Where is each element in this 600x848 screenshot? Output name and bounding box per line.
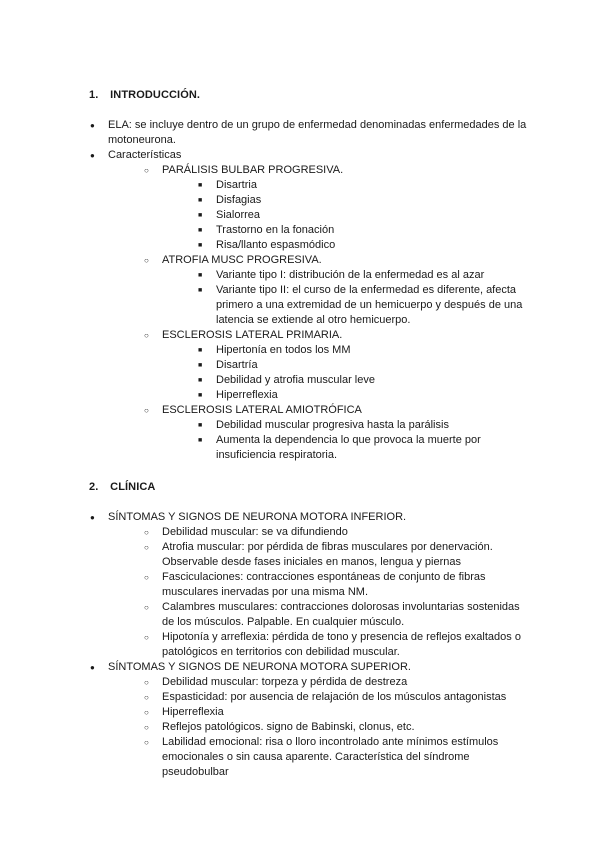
list-item — [90, 660, 530, 780]
symptom-item: ■ Variante tipo II: el curso de la enfermedad es diferente, afecta primero a una extremidad de un hemicuerpo y después de una latencia se extiende al otro hemicuerpo. — [198, 283, 530, 328]
symptom-item: ■ Disartría — [198, 358, 530, 373]
symptom-item: ■ Disfagias — [198, 193, 530, 208]
section-heading — [89, 88, 200, 103]
subtype-title: ESCLEROSIS LATERAL PRIMARIA. — [162, 329, 343, 341]
list-item-text: SÍNTOMAS Y SIGNOS DE NEURONA MOTORA INFERIOR. — [108, 511, 407, 523]
subtype-title: ESCLEROSIS LATERAL AMIOTRÓFICA — [162, 404, 362, 416]
sub-list-item: ○ Labilidad emocional: risa o lloro incontrolado ante mínimos estímulos emocionales o sin causa aparente. Característica del síndrome pseudobulbar — [144, 735, 530, 780]
sub-list-item: ○ Atrofia muscular: por pérdida de fibras musculares por denervación. Observable desde fases iniciales en manos, lengua y piernas — [144, 540, 530, 570]
sub-list-item: ○ Hiperreflexia — [144, 705, 530, 720]
list-item — [90, 510, 530, 660]
section-title: CLÍNICA — [110, 481, 156, 493]
subtype-title: ATROFIA MUSC PROGRESIVA. — [162, 254, 322, 266]
sub-list-item: ○ Reflejos patológicos. signo de Babinski, clonus, etc. — [144, 720, 530, 735]
symptom-item: ■ Sialorrea — [198, 208, 530, 223]
sub-list — [108, 525, 530, 660]
bullet-list — [90, 118, 530, 463]
sub-list-item — [144, 163, 530, 253]
symptom-list — [162, 268, 530, 328]
sub-list — [108, 675, 530, 780]
sub-list-item: ○ Fasciculaciones: contracciones espontáneas de conjunto de fibras musculares inervadas por una misma NM. — [144, 570, 530, 600]
symptom-item: ■ Hiperreflexia — [198, 388, 530, 403]
sub-list — [108, 163, 530, 463]
symptom-list — [162, 178, 530, 253]
symptom-item: ■ Variante tipo I: distribución de la enfermedad es al azar — [198, 268, 530, 283]
bullet-list — [90, 510, 530, 780]
sub-list-item — [144, 403, 530, 463]
sub-list-item: ○ Espasticidad: por ausencia de relajación de los músculos antagonistas — [144, 690, 530, 705]
subtype-title: PARÁLISIS BULBAR PROGRESIVA. — [162, 164, 344, 176]
symptom-item: ■ Debilidad y atrofia muscular leve — [198, 373, 530, 388]
symptom-item: ■ Hipertonía en todos los MM — [198, 343, 530, 358]
symptom-list — [162, 418, 530, 463]
symptom-list — [162, 343, 530, 403]
sub-list-item: ○ Hipotonía y arreflexia: pérdida de tono y presencia de reflejos exaltados o patológicos en territorios con debilidad muscular. — [144, 630, 530, 660]
list-item-text: ELA: se incluye dentro de un grupo de enfermedad denominadas enfermedades de la motoneurona. — [108, 119, 527, 146]
section-title: INTRODUCCIÓN. — [110, 89, 201, 101]
sub-list-item: ○ Debilidad muscular: torpeza y pérdida de destreza — [144, 675, 530, 690]
symptom-item: ■ Disartria — [198, 178, 530, 193]
symptom-item: ■ Aumenta la dependencia lo que provoca la muerte por insuficiencia respiratoria. — [198, 433, 530, 463]
sub-list-item: ○ Calambres musculares: contracciones dolorosas involuntarias sostenidas de los músculos. Palpable. En cualquier músculo. — [144, 600, 530, 630]
list-item-text: SÍNTOMAS Y SIGNOS DE NEURONA MOTORA SUPERIOR. — [108, 661, 411, 673]
list-item-text: Características — [108, 149, 182, 161]
symptom-item: ■ Debilidad muscular progresiva hasta la parálisis — [198, 418, 530, 433]
symptom-item: ■ Trastorno en la fonación — [198, 223, 530, 238]
sub-list-item: ○ Debilidad muscular: se va difundiendo — [144, 525, 530, 540]
sub-list-item — [144, 253, 530, 328]
section-number: 2. — [89, 481, 99, 493]
section-number: 1. — [89, 89, 99, 101]
list-item — [90, 118, 530, 148]
list-item — [90, 148, 530, 463]
section-heading — [89, 480, 155, 495]
symptom-item: ■ Risa/llanto espasmódico — [198, 238, 530, 253]
sub-list-item — [144, 328, 530, 403]
